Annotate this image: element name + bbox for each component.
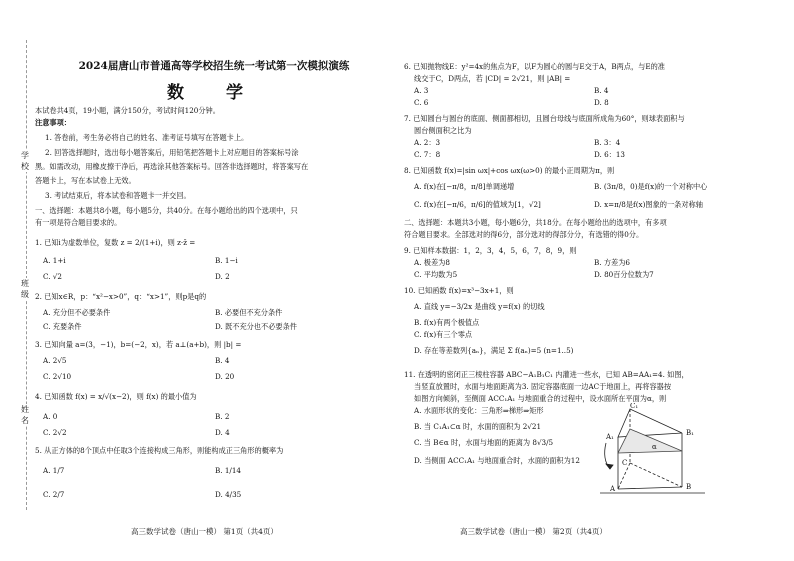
q4-option-b: B. 2 — [215, 412, 230, 421]
q1-stem: 1. 已知i为虚数单位，复数 z = 2/(1+i)，则 z·z̄ = — [35, 238, 196, 247]
q9-option-c: C. 平均数为5 — [414, 270, 458, 279]
q11-option-c: C. 当 B∈α 时，水面与地面的距离为 8√3/5 — [414, 438, 554, 447]
q3-option-b: B. 4 — [215, 356, 230, 365]
q6-option-c: C. 6 — [414, 98, 429, 107]
q11-option-a: A. 水面形状的变化：三角形⇒梯形⇒矩形 — [414, 406, 544, 415]
q6-stem-1: 6. 已知抛物线E：y²=4x的焦点为F，以F为圆心的圆与E交于A，B两点，与E的准 — [404, 62, 665, 71]
prism-figure — [600, 403, 710, 499]
q7-option-b: B. 3：4 — [594, 138, 621, 147]
q3-option-a: A. 2√5 — [43, 356, 67, 365]
q8-option-a: A. f(x)在[−π/8，π/8]单调递增 — [414, 182, 515, 191]
prism-base-cb — [630, 463, 682, 487]
q6-option-d: D. 8 — [594, 98, 609, 107]
q10-stem: 10. 已知函数 f(x)=x³−3x+1，则 — [404, 286, 514, 295]
q4-option-a: A. 0 — [43, 412, 58, 421]
water-plane — [618, 429, 682, 453]
section1-line2: 有一项是符合题目要求的。 — [35, 218, 122, 227]
q7-stem-1: 7. 已知圆台与圆台的底面、侧面都相切，且圆台母线与底面所成角为60°，则球表面积与 — [404, 114, 685, 123]
q5-option-a: A. 1/7 — [43, 466, 65, 475]
q11-stem-2: 当竖直放置时，水面与地面距离为3. 固定容器底面一边AC于地面上，再将容器按 — [414, 382, 672, 391]
label-b1: B₁ — [686, 429, 694, 437]
q3-option-c: C. 2√10 — [43, 372, 72, 381]
exam-title: 2024届唐山市普通高等学校招生统一考试第一次模拟演练 — [78, 60, 350, 72]
q11-option-b: B. 当 C₁A₁⊂α 时，水面的面积为 2√21 — [414, 422, 542, 431]
notice-3: 3. 考试结束后，将本试卷和答题卡一并交回。 — [45, 191, 191, 200]
q9-stem: 9. 已知样本数据：1，2，3，4，5，6，7，8，9，则 — [404, 246, 577, 255]
q3-stem: 3. 已知向量 a=(3，−1)，b=(−2，x)，若 a⊥(a+b)，则 |b| = — [35, 340, 242, 349]
q9-option-a: A. 极差为8 — [414, 258, 450, 267]
footer-page-2: 高三数学试卷（唐山一模） 第2页（共4页） — [460, 527, 607, 536]
q6-stem-2: 线交于C，D两点，若 |CD| = 2√21，则 |AB| = — [414, 74, 571, 83]
q11-stem-1: 11. 在透明的密闭正三棱柱容器 ABC−A₁B₁C₁ 内灌进一些水，已知 AB=AA₁=4. 如图， — [404, 370, 689, 379]
section2-line2: 符合题目要求。全部选对的得6分，部分选对的得部分分，有选错的得0分。 — [404, 230, 644, 239]
q7-option-a: A. 2：3 — [414, 138, 441, 147]
q11-option-d: D. 当侧面 ACC₁A₁ 与地面重合时，水面的面积为12 — [414, 456, 580, 465]
q5-option-d: D. 4/35 — [215, 490, 242, 499]
label-alpha: α — [652, 443, 657, 451]
section2-line1: 二、选择题：本题共3小题，每小题6分，共18分。在每小题给出的选项中，有多项 — [404, 218, 667, 227]
q6-option-a: A. 3 — [414, 86, 429, 95]
intro-line: 本试卷共4页，19小题，满分150分，考试时间120分钟。 — [35, 106, 220, 115]
q6-option-b: B. 4 — [594, 86, 609, 95]
page-2 — [404, 0, 780, 561]
page-1 — [35, 0, 393, 561]
q8-option-c: C. f(x)在[−π/6，π/6]的值域为[1，√2] — [414, 200, 541, 209]
q5-stem: 5. 从正方体的8个顶点中任取3个连接构成三角形，则能构成正三角形的概率为 — [35, 446, 284, 455]
subject-title: 数 学 — [167, 83, 261, 103]
binding-line — [26, 40, 27, 510]
prism-top-face — [618, 409, 682, 437]
tilt-arrow-head — [606, 464, 613, 469]
q10-option-c: C. f(x)有三个零点 — [414, 330, 473, 339]
q7-option-d: D. 6：13 — [594, 150, 625, 159]
label-a: A — [610, 485, 616, 493]
q1-option-c: C. √2 — [43, 272, 62, 281]
q4-stem: 4. 已知函数 f(x) = x/√(x−2)，则 f(x) 的最小值为 — [35, 392, 197, 401]
q10-option-d: D. 存在等差数列{aₙ}，满足 Σ f(aₙ)=5 (n=1..5) — [414, 346, 574, 355]
notice-1: 1. 答卷前，考生务必将自己的姓名、准考证号填写在答题卡上。 — [45, 133, 249, 142]
notice-2b: 黑。如需改动，用橡皮擦干净后，再选涂其他答案标号。回答非选择题时，将答案写在 — [35, 162, 309, 171]
q1-option-b: B. 1−i — [215, 256, 238, 265]
label-a1: A₁ — [606, 433, 614, 441]
q7-stem-2: 圆台侧面积之比为 — [414, 126, 472, 135]
q8-stem: 8. 已知函数 f(x)=|sin ωx|+cos ωx(ω>0) 的最小正周期为π，则 — [404, 166, 615, 175]
q2-option-d: D. 既不充分也不必要条件 — [215, 322, 297, 331]
section1-line1: 一、选择题：本题共8小题，每小题5分，共40分。在每小题给出的四个选项中，只 — [35, 206, 298, 215]
q1-option-a: A. 1+i — [43, 256, 66, 265]
q2-stem: 2. 已知x∈R，p：“x²−x>0”，q：“x>1”，则p是q的 — [35, 292, 207, 301]
q5-option-b: B. 1/14 — [215, 466, 241, 475]
q5-option-c: C. 2/7 — [43, 490, 65, 499]
footer-page-1: 高三数学试卷（唐山一模） 第1页（共4页） — [131, 527, 278, 536]
prism-base-ab — [618, 487, 682, 489]
q7-option-c: C. 7：8 — [414, 150, 441, 159]
label-b: B — [686, 483, 692, 491]
notice-2a: 2. 回答选择题时，选出每小题答案后，用铅笔把答题卡上对应题目的答案标号涂 — [45, 148, 299, 157]
q11-stem-3: 如图方向倾斜，至侧面 ACC₁A₁ 与地面重合的过程中，设水面所在平面为α，则 — [414, 394, 667, 403]
q8-option-b: B. (3π/8，0)是f(x)的一个对称中心 — [594, 182, 708, 191]
q3-option-d: D. 20 — [215, 372, 235, 381]
q2-option-c: C. 充要条件 — [43, 322, 82, 331]
q1-option-d: D. 2 — [215, 272, 230, 281]
label-c1: C₁ — [630, 403, 639, 410]
q8-option-d: D. x=π/8是f(x)图象的一条对称轴 — [594, 200, 703, 209]
q10-option-b: B. f(x)有两个极值点 — [414, 318, 480, 327]
q2-option-a: A. 充分但不必要条件 — [43, 308, 111, 317]
binding-label-school: 学校 — [18, 150, 32, 172]
q10-option-a: A. 直线 y=−3/2x 是曲线 y=f(x) 的切线 — [414, 302, 545, 311]
label-c: C — [622, 459, 628, 467]
binding-label-class: 班级 — [18, 278, 32, 300]
q9-option-b: B. 方差为6 — [594, 258, 630, 267]
q4-option-c: C. 2√2 — [43, 428, 67, 437]
notice-heading: 注意事项： — [35, 118, 71, 127]
q9-option-d: D. 80百分位数为7 — [594, 270, 654, 279]
q4-option-d: D. 4 — [215, 428, 230, 437]
notice-2c: 答题卡上，写在本试卷上无效。 — [35, 176, 136, 185]
q2-option-b: B. 必要但不充分条件 — [215, 308, 283, 317]
binding-label-name: 姓名 — [18, 404, 32, 426]
